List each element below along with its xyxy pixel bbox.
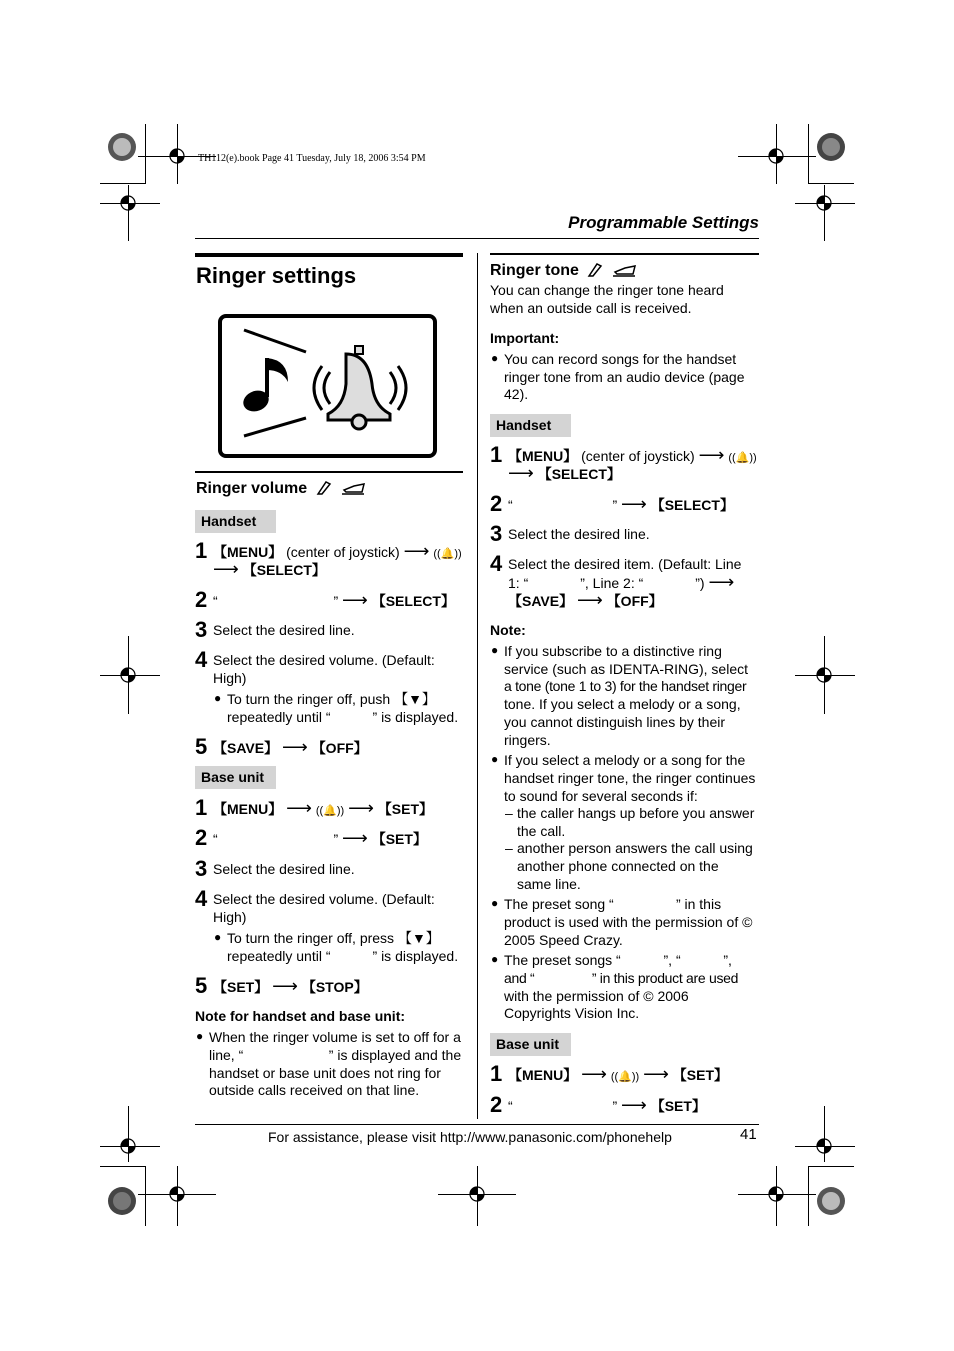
tone-step-4-text-2: 1: “ ”, Line 2: “ ”) ⟶ bbox=[508, 572, 735, 592]
subsection-rule bbox=[195, 471, 463, 473]
note-heading: Note: bbox=[490, 622, 526, 638]
note-line: ringers. bbox=[504, 732, 551, 748]
note-line: If you select a melody or a song for the bbox=[504, 752, 746, 768]
footer-rule bbox=[195, 1124, 759, 1125]
step-1-cont: ⟶ 【SELECT】 bbox=[213, 559, 326, 579]
base-step-1: 1 bbox=[195, 795, 208, 820]
base-step-4-text-2: High) bbox=[213, 909, 247, 925]
bullet: ● bbox=[214, 691, 222, 705]
base-step-4-bullet: To turn the ringer off, press 【▼】 bbox=[227, 930, 440, 946]
step-5-text: 【SAVE】 ⟶ 【OFF】 bbox=[213, 737, 368, 757]
column-divider bbox=[477, 253, 478, 1119]
tag-handset: Handset bbox=[195, 510, 276, 533]
step-1-text: 【MENU】 (center of joystick) ⟶ ((🔔)) bbox=[213, 541, 462, 561]
note-line: 2005 Speed Crazy. bbox=[504, 932, 623, 948]
important-line: You can record songs for the handset bbox=[504, 351, 737, 367]
bullet: ● bbox=[214, 930, 222, 944]
tone-step-1: 1 bbox=[490, 442, 503, 467]
ringer-icon: ((🔔)) bbox=[728, 452, 757, 464]
base-step-5-text: 【SET】 ⟶ 【STOP】 bbox=[213, 976, 368, 996]
title-rule bbox=[195, 253, 463, 257]
step-4-bullet: To turn the ringer off, push 【▼】 bbox=[227, 691, 436, 707]
note-line: with the permission of © 2006 bbox=[504, 988, 689, 1004]
base-step-1-text: 【MENU】 ⟶ ((🔔)) ⟶ 【SET】 bbox=[213, 798, 434, 818]
intro-line: when an outside call is received. bbox=[490, 300, 692, 316]
note-line: a tone (tone 1 to 3) for the handset ringer bbox=[504, 678, 747, 694]
base-step-5: 5 bbox=[195, 973, 208, 998]
step-4-text-2: High) bbox=[213, 670, 247, 686]
note-heading: Note for handset and base unit: bbox=[195, 1008, 406, 1024]
dash: – bbox=[505, 840, 513, 856]
ringer-volume-label: Ringer volume bbox=[196, 480, 308, 497]
tone-step-3: 3 bbox=[490, 521, 503, 546]
ringer-tone-label: Ringer tone bbox=[490, 262, 579, 279]
step-2-text: “ ” ⟶ 【SELECT】 bbox=[213, 590, 455, 610]
note-line: The preset songs “ ”, “ ”, bbox=[504, 952, 732, 968]
dash: – bbox=[505, 805, 513, 821]
note-line: outside calls received on that line. bbox=[209, 1082, 420, 1098]
tone-base-step-2: 2 bbox=[490, 1092, 503, 1117]
bullet: ● bbox=[491, 752, 499, 766]
bullet: ● bbox=[196, 1029, 204, 1043]
tag-base-unit: Base unit bbox=[195, 766, 276, 789]
bullet: ● bbox=[491, 952, 499, 966]
note-line: another person answers the call using bbox=[517, 840, 753, 856]
tag-base-unit: Base unit bbox=[490, 1033, 571, 1056]
page-title: Ringer settings bbox=[196, 263, 357, 288]
tone-base-step-1: 1 bbox=[490, 1061, 503, 1086]
step-3-text: Select the desired line. bbox=[213, 622, 355, 638]
note-line: If you subscribe to a distinctive ring bbox=[504, 643, 722, 659]
note-line: service (such as IDENTA-RING), select bbox=[504, 661, 749, 677]
note-line: the call. bbox=[517, 823, 566, 839]
base-step-2: 2 bbox=[195, 825, 208, 850]
ringer-icon: ((🔔)) bbox=[610, 1071, 640, 1083]
note-line: line, “ ” is displayed and the bbox=[209, 1047, 462, 1063]
tone-step-1-cont: ⟶ 【SELECT】 bbox=[508, 463, 621, 483]
note-line: to sound for several seconds if: bbox=[504, 788, 698, 804]
handset-icon bbox=[585, 260, 637, 278]
note-line: handset or base unit does not ring for bbox=[209, 1065, 441, 1081]
music-note-bell-icon bbox=[218, 314, 437, 458]
base-step-2-text: “ ” ⟶ 【SET】 bbox=[213, 828, 427, 848]
tag-handset: Handset bbox=[490, 414, 571, 437]
important-line: ringer tone from an audio device (page bbox=[504, 369, 745, 385]
ringer-tone-heading bbox=[490, 260, 637, 280]
note-line: the caller hangs up before you answer bbox=[517, 805, 755, 821]
tone-step-4: 4 bbox=[490, 551, 503, 576]
bullet: ● bbox=[491, 896, 499, 910]
note-line: you cannot distinguish lines by their bbox=[504, 714, 726, 730]
step-4-bullet-2: repeatedly until “ ” is displayed. bbox=[227, 709, 459, 725]
tone-step-3-text: Select the desired line. bbox=[508, 526, 650, 542]
page-number: 41 bbox=[740, 1126, 757, 1143]
step-2: 2 bbox=[195, 587, 208, 612]
note-line: The preset song “ ” in this bbox=[504, 896, 722, 912]
important-line: 42). bbox=[504, 386, 529, 402]
note-line: product is used with the permission of © bbox=[504, 914, 753, 930]
note-line: same line. bbox=[517, 876, 581, 892]
step-3: 3 bbox=[195, 617, 208, 642]
ringer-volume-heading bbox=[196, 478, 366, 498]
step-4-text: Select the desired volume. (Default: bbox=[213, 652, 435, 668]
assist-text: For assistance, please visit http://www.panasonic.com/phonehelp bbox=[268, 1129, 672, 1145]
tone-step-4-text-3: 【SAVE】 ⟶ 【OFF】 bbox=[508, 590, 663, 610]
step-5: 5 bbox=[195, 734, 208, 759]
step-4: 4 bbox=[195, 647, 208, 672]
note-line: another phone connected on the bbox=[517, 858, 719, 874]
ringer-icon: ((🔔)) bbox=[315, 805, 345, 817]
base-step-3: 3 bbox=[195, 856, 208, 881]
base-step-4-bullet-2: repeatedly until “ ” is displayed. bbox=[227, 948, 459, 964]
tone-step-2: 2 bbox=[490, 491, 503, 516]
note-line: tone. If you select a melody or a song, bbox=[504, 696, 741, 712]
step-1: 1 bbox=[195, 538, 208, 563]
intro-line: You can change the ringer tone heard bbox=[490, 282, 724, 298]
tone-step-4-text: Select the desired item. (Default: Line bbox=[508, 556, 742, 572]
tone-step-1-text: 【MENU】 (center of joystick) ⟶ ((🔔)) bbox=[508, 445, 757, 465]
ringer-icon: ((🔔)) bbox=[433, 548, 462, 560]
tone-base-step-2-text: “ ” ⟶ 【SET】 bbox=[508, 1095, 706, 1115]
note-line: When the ringer volume is set to off for a bbox=[209, 1029, 461, 1045]
handset-icon bbox=[314, 478, 366, 496]
base-step-4-text: Select the desired volume. (Default: bbox=[213, 891, 435, 907]
important-heading: Important: bbox=[490, 330, 560, 346]
bullet: ● bbox=[491, 351, 499, 365]
note-line: and “ ” in this product are used bbox=[504, 970, 739, 986]
print-meta: TH112(e).book Page 41 Tuesday, July 18, 2006 3:54 PM bbox=[198, 153, 426, 164]
tone-base-step-1-text: 【MENU】 ⟶ ((🔔)) ⟶ 【SET】 bbox=[508, 1064, 729, 1084]
note-line: Copyrights Vision Inc. bbox=[504, 1005, 640, 1021]
note-line: handset ringer tone, the ringer continues bbox=[504, 770, 756, 786]
section-title: Programmable Settings bbox=[568, 213, 759, 232]
header-rule bbox=[195, 238, 759, 239]
tone-step-2-text: “ ” ⟶ 【SELECT】 bbox=[508, 494, 734, 514]
base-step-3-text: Select the desired line. bbox=[213, 861, 355, 877]
bullet: ● bbox=[491, 643, 499, 657]
right-top-rule bbox=[490, 253, 759, 255]
base-step-4: 4 bbox=[195, 886, 208, 911]
